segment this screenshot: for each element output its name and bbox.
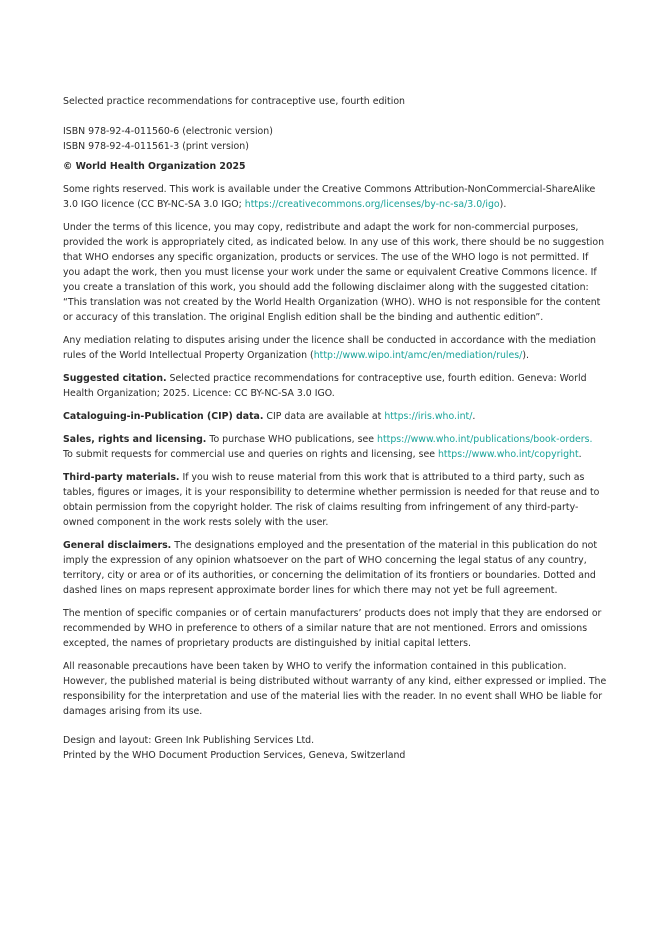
copyright-notice: © World Health Organization 2025	[63, 161, 246, 172]
sales-text-2: To submit requests for commercial use and queries on rights and licensing, see	[63, 449, 438, 460]
terms-paragraph: Under the terms of this licence, you may copy, redistribute and adapt the work for non-commercial purposes, provided the work is appropriately cited, as indicated below. In any use of this work, there should be no suggestion that WHO endorses any specific organization, products or services. The use of the WHO logo is not permitted. If you adapt the work, then you must license your work under the same or equivalent Creative Commons licence. If you create a translation of this work, you should add the following disclaimer along with the suggested citation: “This translation was not created by the World Health Organization (WHO). WHO is not responsible for the content or accuracy of this translation. The original English edition shall be the binding and authentic edition”.	[63, 222, 605, 323]
suggested-citation-label: Suggested citation.	[63, 373, 167, 384]
sales-text: To purchase WHO publications, see	[206, 434, 378, 445]
third-party-text: If you wish to reuse material from this work that is attributed to a third party, such as tables, figures or images, it is your responsibility to determine whether permission is needed for that reuse and to obtain permission from the copyright holder. The risk of claims resulting from infringement of any third-party-owned component in the work rests solely with the user.	[63, 472, 600, 528]
cip-label: Cataloguing-in-Publication (CIP) data.	[63, 411, 264, 422]
general-disclaimers-label: General disclaimers.	[63, 540, 172, 551]
copyright-page-content	[63, 94, 608, 763]
third-party-paragraph	[63, 470, 608, 530]
publication-title: Selected practice recommendations for contraceptive use, fourth edition	[63, 96, 405, 107]
mediation-paragraph	[63, 333, 608, 363]
isbn-block	[63, 124, 608, 154]
wipo-mediation-link[interactable]: http://www.wipo.int/amc/en/mediation/rules/	[313, 350, 523, 361]
cc-licence-link[interactable]: https://creativecommons.org/licenses/by-nc-sa/3.0/igo	[244, 199, 500, 210]
mediation-text: Any mediation relating to disputes arising under the licence shall be conducted in accordance with the mediation rules of the World Intellectual Property Organization (	[63, 335, 596, 361]
sales-after: .	[578, 449, 582, 460]
sales-label: Sales, rights and licensing.	[63, 434, 207, 445]
mention-paragraph: The mention of specific companies or of certain manufacturers’ products does not imply that they are endorsed or recommended by WHO in preference to others of a similar nature that are not mentioned. Errors and omissions excepted, the names of proprietary products are distinguished by initial capital letters.	[63, 608, 602, 649]
cip-text: CIP data are available at	[263, 411, 385, 422]
suggested-citation-paragraph	[63, 371, 608, 401]
rights-text: Some rights reserved. This work is available under the Creative Commons Attribution-NonCommercial-ShareAlike 3.0 IGO licence (CC BY-NC-SA 3.0 IGO;	[63, 184, 596, 210]
printer-credit: Printed by the WHO Document Production Services, Geneva, Switzerland	[63, 750, 406, 761]
mediation-after: ).	[522, 350, 529, 361]
third-party-label: Third-party materials.	[63, 472, 180, 483]
production-credits	[63, 733, 608, 763]
design-credit: Design and layout: Green Ink Publishing Services Ltd.	[63, 735, 315, 746]
copyright-link[interactable]: https://www.who.int/copyright	[437, 449, 579, 460]
cip-paragraph	[63, 409, 608, 424]
cip-after: .	[472, 411, 476, 422]
rights-paragraph	[63, 182, 608, 212]
book-orders-link[interactable]: https://www.who.int/publications/book-orders.	[377, 434, 593, 445]
rights-after: ).	[499, 199, 507, 210]
suggested-citation-text: Selected practice recommendations for contraceptive use, fourth edition. Geneva: World Health Organization; 2025. Licence: CC BY-NC-SA 3.0 IGO.	[63, 373, 587, 399]
sales-paragraph	[63, 432, 608, 462]
isbn-electronic: ISBN 978-92-4-011560-6 (electronic version)	[63, 126, 273, 137]
general-disclaimers-paragraph	[63, 538, 608, 598]
precautions-paragraph: All reasonable precautions have been taken by WHO to verify the information contained in this publication. However, the published material is being distributed without warranty of any kind, either expressed or implied. The responsibility for the interpretation and use of the material lies with the reader. In no event shall WHO be liable for damages arising from its use.	[63, 661, 607, 717]
general-disclaimers-text: The designations employed and the presentation of the material in this publication do not imply the expression of any opinion whatsoever on the part of WHO concerning the legal status of any country, territory, city or area or of its authorities, or concerning the delimitation of its frontiers or boundaries. Dotted and dashed lines on maps represent approximate border lines for which there may not yet be full agreement.	[63, 540, 598, 596]
iris-link[interactable]: https://iris.who.int/	[384, 411, 473, 422]
isbn-print: ISBN 978-92-4-011561-3 (print version)	[63, 141, 249, 152]
